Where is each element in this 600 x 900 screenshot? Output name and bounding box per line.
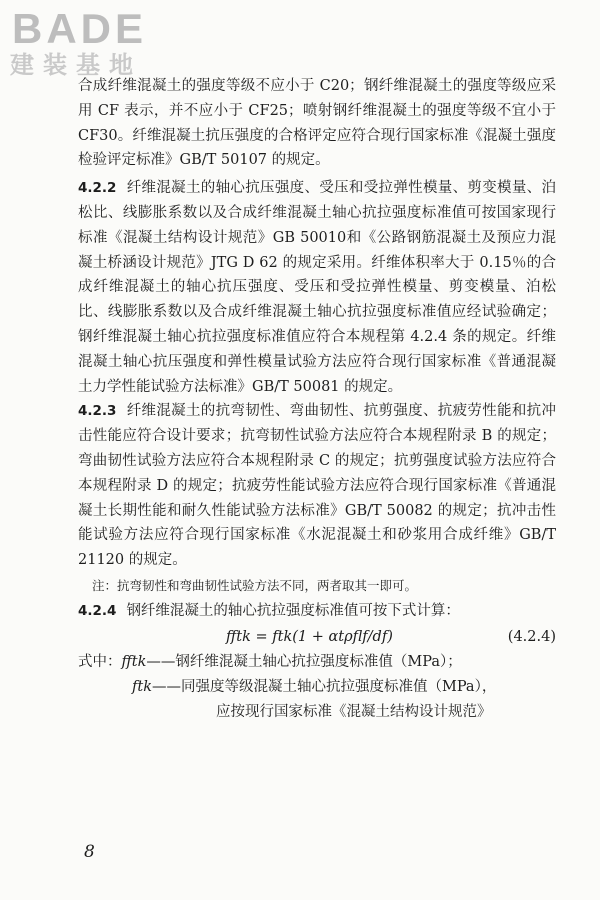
page-content: [78, 74, 556, 725]
logo-brand: BADE: [12, 5, 148, 52]
where-label: 式中：: [78, 653, 122, 670]
section-text: 纤维混凝土的抗弯韧性、弯曲韧性、抗剪强度、抗疲劳性能和抗冲击性能应符合设计要求；抗弯韧性试验方法应符合本规程附录 B 的规定；弯曲韧性试验方法应符合本规程附录 C 的规定；抗剪强度试验方法应符合本规程附录 D 的规定；抗疲劳性能试验方法应符合现行国家标准《普通混凝土长期性能和耐久性能试验方法标准》GB/T 50082 的规定；抗冲击性能试验方法应符合现行国家标准《水泥混凝土和砂浆用合成纤维》GB/T 21120 的规定。: [78, 403, 556, 569]
formula: fftk = ftk(1 + αtρflf/df): [226, 628, 393, 645]
logo-tagline: 建装基地: [10, 51, 142, 79]
page-number: 8: [84, 842, 95, 862]
where-description: ——同强度等级混凝土轴心抗拉强度标准值（MPa），: [151, 678, 497, 695]
where-item: [78, 650, 556, 675]
where-symbol: fftk: [121, 653, 147, 670]
where-item: [78, 675, 556, 700]
intro-paragraph: 合成纤维混凝土的强度等级不应小于 C20；钢纤维混凝土的强度等级应采用 CF 表示，并不应小于 CF25；喷射钢纤维混凝土的强度等级不宜小于 CF30。纤维混凝土抗压强度的合格评定应符合现行国家标准《混凝土强度检验评定标准》GB/T 50107 的规定。: [78, 78, 556, 169]
section-4-2-4: [78, 599, 556, 624]
section-number: 4.2.4: [78, 602, 117, 619]
section-4-2-2: [78, 176, 556, 399]
section-text: 纤维混凝土的轴心抗压强度、受压和受拉弹性模量、剪变模量、泊松比、线膨胀系数以及合成纤维混凝土轴心抗拉强度标准值可按国家现行标准《混凝土结构设计规范》GB 50010和《公路钢筋混凝土及预应力混凝土桥涵设计规范》JTG D 62 的规定采用。纤维体积率大于 0.15％的合成纤维混凝土的轴心抗压强度、受压和受拉弹性模量、剪变模量、泊松比、线膨胀系数以及合成纤维混凝土轴心抗拉强度标准值应经试验确定；钢纤维混凝土轴心抗拉强度标准值应符合本规程第 4.2.4 条的规定。纤维混凝土轴心抗压强度和弹性模量试验方法应符合现行国家标准《普通混凝土力学性能试验方法标准》GB/T 50081 的规定。: [78, 180, 556, 395]
section-4-2-3: [78, 399, 556, 573]
where-continuation: 应按现行国家标准《混凝土结构设计规范》: [216, 703, 492, 720]
where-symbol: ftk: [132, 678, 152, 695]
site-logo: [10, 6, 180, 84]
section-text: 钢纤维混凝土的轴心抗拉强度标准值可按下式计算：: [126, 602, 460, 619]
formula-number: (4.2.4): [507, 628, 556, 645]
where-description: ——钢纤维混凝土轴心抗拉强度标准值（MPa）；: [146, 653, 462, 670]
note: 注：抗弯韧性和弯曲韧性试验方法不同，两者取其一即可。: [92, 577, 418, 593]
formula-row: [78, 624, 556, 650]
section-number: 4.2.3: [78, 403, 117, 420]
section-number: 4.2.2: [78, 180, 117, 197]
